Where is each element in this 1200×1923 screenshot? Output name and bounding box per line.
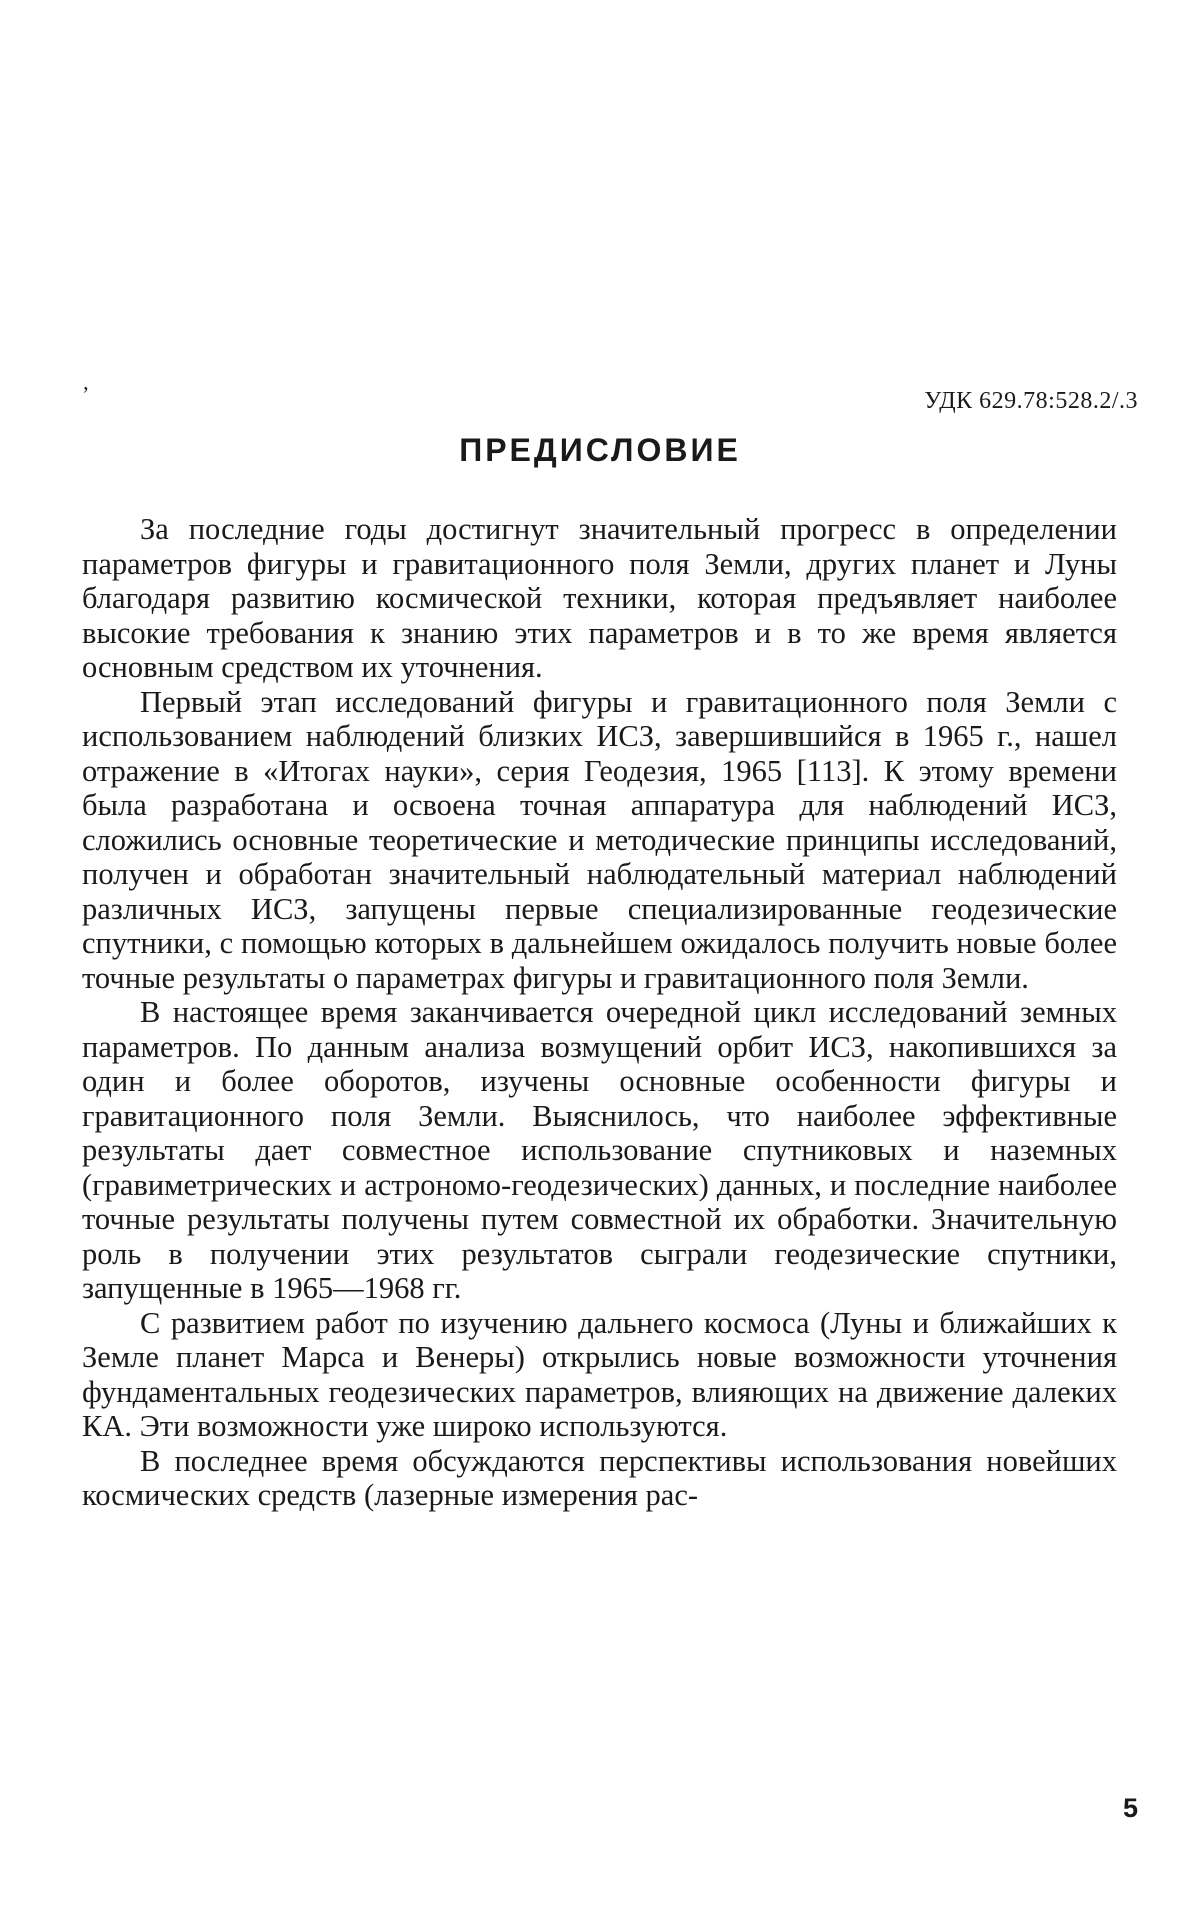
paragraph-4: С развитием работ по изучению дальнего космоса (Луны и ближайших к Земле планет Марса и Венеры) открылись новые возможности уточнения фундаментальных геодезических параметров, влияющих на движение далеких КА. Эти возможности уже широко используются. — [82, 1305, 1117, 1443]
body-text — [82, 512, 1117, 1513]
paragraph-2: Первый этап исследований фигуры и гравитационного поля Земли с использованием наблюдений близких ИСЗ, завершившийся в 1965 г., нашел отражение в «Итогах науки», серия Геодезия, 1965 [113]. К этому времени была разработана и освоена точная аппаратура для наблюдений ИСЗ, сложились основные теоретические и методические принципы исследований, получен и обработан значительный наблюдательный материал наблюдений различных ИСЗ, запущены первые специализированные геодезические спутники, с помощью которых в дальнейшем ожидалось получить новые более точные результаты о параметрах фигуры и гравитационного поля Земли. — [82, 684, 1117, 995]
page-title: ПРЕДИСЛОВИЕ — [459, 432, 741, 468]
udk-code: УДК 629.78:528.2/.3 — [924, 388, 1138, 414]
paragraph-5: В последнее время обсуждаются перспективы использования новейших космических средств (лазерные измерения рас- — [82, 1443, 1117, 1512]
paragraph-3: В настоящее время заканчивается очередной цикл исследований земных параметров. По данным анализа возмущений орбит ИСЗ, накопившихся за один и более оборотов, изучены основные особенности фигуры и гравитационного поля Земли. Выяснилось, что наиболее эффективные результаты дает совместное использование спутниковых и наземных (гравиметрических и астрономо-геодезических) данных, и последние наиболее точные результаты получены путем совместной их обработки. Значительную роль в получении этих результатов сыграли геодезические спутники, запущенные в 1965—1968 гг. — [82, 995, 1117, 1305]
scan-mark: ʼ — [82, 382, 90, 407]
page-number: 5 — [1122, 1793, 1138, 1823]
paragraph-1: За последние годы достигнут значительный прогресс в определении параметров фигуры и гравитационного поля Земли, других планет и Луны благодаря развитию космической техники, которая предъявляет наиболее высокие требования к знанию этих параметров и в то же время является основным средством их уточнения. — [82, 512, 1117, 684]
